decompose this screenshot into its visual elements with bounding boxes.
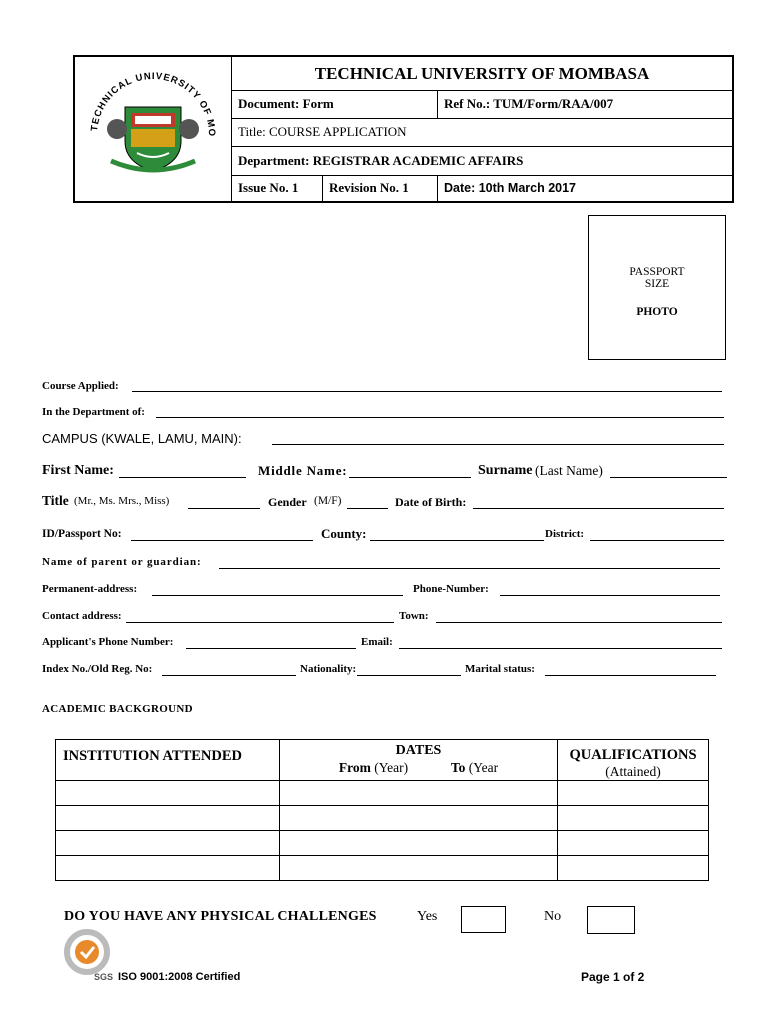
academic-heading: ACADEMIC BACKGROUND — [42, 703, 193, 715]
revision-number: Revision No. 1 — [329, 180, 409, 195]
challenges-yes-label: Yes — [417, 909, 438, 924]
institution-cell[interactable] — [56, 806, 280, 831]
department: Department: REGISTRAR ACADEMIC AFFAIRS — [238, 152, 524, 168]
campus-field[interactable] — [272, 431, 724, 445]
qualification-cell[interactable] — [558, 831, 709, 856]
title-field[interactable] — [188, 496, 260, 509]
from-label: From — [338, 760, 371, 775]
county-label: County: — [321, 526, 367, 541]
challenges-yes-box[interactable] — [461, 906, 506, 933]
title-note: (Mr., Ms. Mrs., Miss) — [74, 495, 170, 507]
sgs-label: SGS — [94, 972, 114, 982]
header-row-issue — [232, 175, 732, 201]
header-row-department — [232, 146, 732, 176]
permanent-address-label: Permanent-address: — [42, 583, 138, 595]
photo-label-1: PASSPORT — [629, 266, 685, 278]
middle-name-label: Middle Name: — [258, 463, 348, 478]
email-label: Email: — [361, 636, 393, 648]
passport-photo-box[interactable] — [588, 215, 726, 360]
permanent-address-field[interactable] — [152, 583, 403, 596]
surname-field[interactable] — [610, 463, 727, 478]
challenges-no-box[interactable] — [587, 906, 635, 934]
department-label: In the Department of: — [42, 406, 145, 418]
qualification-cell[interactable] — [558, 856, 709, 881]
institution-header-label: INSTITUTION ATTENDED — [63, 748, 243, 764]
dates-cell[interactable] — [280, 806, 558, 831]
issue-date: Date: 10th March 2017 — [444, 181, 577, 195]
dates-cell[interactable] — [280, 781, 558, 806]
ref-number: Ref No.: TUM/Form/RAA/007 — [444, 96, 614, 111]
town-label: Town: — [399, 610, 429, 622]
challenges-question: DO YOU HAVE ANY PHYSICAL CHALLENGES — [64, 909, 377, 924]
iso-certification-icon — [62, 928, 116, 984]
header-row-title — [232, 57, 732, 91]
header-row-document — [232, 90, 732, 119]
parent-field[interactable] — [219, 556, 720, 569]
qualification-cell[interactable] — [558, 781, 709, 806]
surname-note: (Last Name) — [535, 463, 603, 478]
logo-cell — [75, 57, 232, 201]
photo-label-2: SIZE — [644, 278, 670, 290]
first-name-field[interactable] — [119, 463, 246, 478]
dob-field[interactable] — [473, 496, 724, 509]
institution-cell[interactable] — [56, 781, 280, 806]
applicant-phone-label: Applicant's Phone Number: — [42, 636, 174, 648]
qualifications-note: (Attained) — [605, 764, 661, 779]
phone-number-field[interactable] — [500, 583, 720, 596]
issue-number: Issue No. 1 — [238, 180, 299, 195]
dates-header-label: DATES — [395, 743, 442, 758]
dates-cell[interactable] — [280, 856, 558, 881]
qualifications-header — [558, 740, 709, 781]
dates-cell[interactable] — [280, 831, 558, 856]
id-passport-label: ID/Passport No: — [42, 528, 122, 540]
district-label: District: — [545, 528, 585, 540]
academic-row — [56, 806, 709, 831]
academic-row — [56, 856, 709, 881]
email-field[interactable] — [399, 636, 722, 649]
qualification-cell[interactable] — [558, 806, 709, 831]
county-field[interactable] — [370, 528, 544, 541]
nationality-field[interactable] — [357, 663, 461, 676]
department-field[interactable] — [156, 406, 724, 418]
to-label: To — [450, 760, 466, 775]
to-note: (Year — [468, 760, 499, 775]
town-field[interactable] — [436, 610, 722, 623]
institution-cell[interactable] — [56, 856, 280, 881]
marital-status-label: Marital status: — [465, 663, 535, 675]
iso-label: ISO 9001:2008 Certified — [118, 971, 241, 983]
id-passport-field[interactable] — [131, 528, 313, 541]
parent-label: Name of parent or guardian: — [42, 556, 202, 568]
form-title: Title: COURSE APPLICATION — [238, 124, 407, 139]
phone-number-label: Phone-Number: — [413, 583, 489, 595]
institution-cell[interactable] — [56, 831, 280, 856]
qualifications-header-label: QUALIFICATIONS — [569, 747, 697, 763]
university-title: TECHNICAL UNIVERSITY OF MOMBASA — [314, 63, 650, 83]
surname-label: Surname — [478, 463, 533, 478]
dates-header — [280, 740, 558, 781]
district-field[interactable] — [590, 528, 724, 541]
contact-address-label: Contact address: — [42, 610, 122, 622]
applicant-phone-field[interactable] — [186, 636, 356, 649]
academic-header-row — [56, 740, 709, 781]
institution-header — [56, 740, 280, 781]
document-type: Document: Form — [238, 96, 334, 111]
index-no-field[interactable] — [162, 663, 296, 676]
first-name-label: First Name: — [42, 463, 114, 478]
university-logo — [75, 57, 231, 201]
page-number: Page 1 of 2 — [581, 970, 645, 984]
course-applied-label: Course Applied: — [42, 380, 119, 392]
logo-arc-text: TECHNICAL UNIVERSITY OF MO — [89, 70, 218, 138]
middle-name-field[interactable] — [349, 463, 471, 478]
challenges-no-label: No — [544, 909, 562, 924]
academic-table — [55, 739, 709, 881]
document-header — [73, 55, 734, 203]
academic-row — [56, 781, 709, 806]
nationality-label: Nationality: — [300, 663, 357, 675]
marital-status-field[interactable] — [545, 663, 716, 676]
from-note: (Year) — [374, 760, 409, 775]
index-no-label: Index No./Old Reg. No: — [42, 663, 153, 675]
title-label: Title — [42, 493, 69, 508]
photo-label-3: PHOTO — [636, 306, 678, 318]
course-applied-field[interactable] — [132, 380, 722, 392]
campus-label: CAMPUS (KWALE, LAMU, MAIN): — [42, 431, 242, 446]
contact-address-field[interactable] — [126, 610, 394, 623]
dob-label: Date of Birth: — [395, 495, 467, 509]
gender-field[interactable] — [347, 496, 388, 509]
academic-row — [56, 831, 709, 856]
header-row-title-field — [232, 118, 732, 147]
gender-note: (M/F) — [314, 495, 342, 507]
gender-label: Gender — [268, 495, 307, 509]
